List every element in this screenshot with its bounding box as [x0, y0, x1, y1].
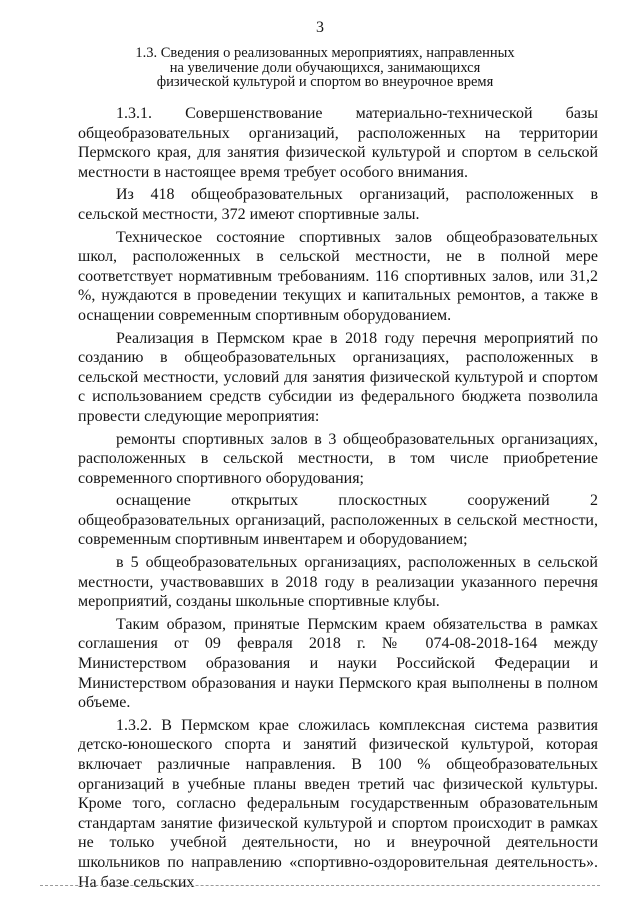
page-number: 3: [316, 19, 324, 36]
paragraph: Из 418 общеобразовательных организаций, расположенных в сельской местности, 372 имеют спортивные залы.: [78, 186, 598, 223]
paragraph: ремонты спортивных залов в 3 общеобразовательных организациях, расположенных в сельской местности, в том числе приобретение современного спортивного оборудования;: [78, 430, 598, 487]
paragraph: в 5 общеобразовательных организациях, расположенных в сельской местности, участвовавших в 2018 году в реализации указанного перечня мероприятий, созданы школьные спортивные клубы.: [78, 554, 598, 611]
section-title-line: физической культурой и спортом во внеурочное время: [156, 74, 494, 91]
paragraph: Техническое состояние спортивных залов общеобразовательных школ, расположенных в сельской местности, не в полной мере соответствует нормативным требованиям. 116 спортивных залов, или 31,2 %, нуждаются в проведении текущих и капитальных ремонтов, а также в оснащении современным спортивным оборудованием.: [78, 228, 598, 324]
paragraph: Таким образом, принятые Пермским краем обязательства в рамках соглашения от 09 февраля 2018 г. № 074-08-2018-164 между Министерством образования и науки Российской Федерации и Министерством образования и науки Пермского края выполнены в полном объеме.: [78, 615, 598, 712]
paragraph: 1.3.1. Совершенствование материально-технической базы общеобразовательных организаций, расположенных на территории Пермского края, для занятия физической культурой и спортом в сельской местности в настоящее время требует особого внимания.: [78, 105, 598, 181]
section-title: [60, 46, 590, 90]
paragraph: Реализация в Пермском крае в 2018 году перечня мероприятий по созданию в общеобразовательных организациях, расположенных в сельской местности, условий для занятия физической культурой и спортом с использованием средств субсидии из федерального бюджета позволила провести следующие мероприятия:: [78, 329, 598, 425]
section-title-line: 1.3. Сведения о реализованных мероприятиях, направленных: [135, 45, 515, 61]
paragraph: оснащение открытых плоскостных сооружений 2 общеобразовательных организаций, расположенных в сельской местности, современным спортивным инвентарем и оборудованием;: [78, 492, 598, 549]
body-text: [78, 104, 598, 892]
footer-rule: [40, 885, 600, 886]
paragraph: 1.3.2. В Пермском крае сложилась комплексная система развития детско-юношеского спорта и занятий физической культурой, которая включает различные направления. В 100 % общеобразовательных организаций в учебные планы введен третий час физической культуры. Кроме того, согласно федеральным государственным образовательным стандартам занятие физической культурой и спортом происходит в рамках не только учебной деятельности, но и внеурочной деятельности школьников по направлению «спортивно-оздоровительная деятельность». На базе сельских: [78, 716, 598, 891]
section-title-line: на увеличение доли обучающихся, занимающихся: [169, 59, 481, 76]
